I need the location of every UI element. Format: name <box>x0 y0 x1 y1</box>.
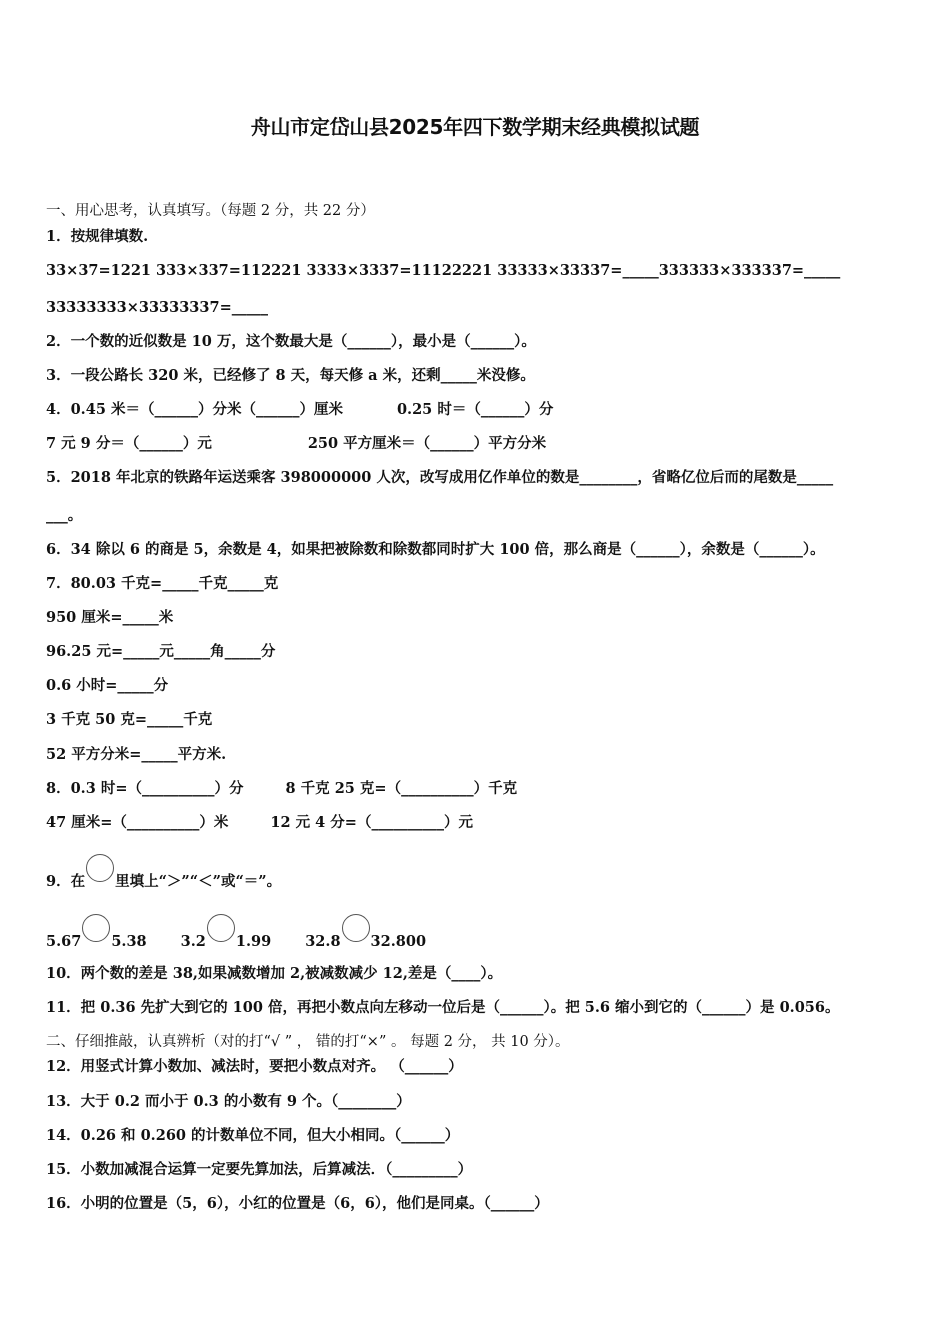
question-15: 15．小数加减混合运算一定要先算加法，后算减法．（_________） <box>46 1161 473 1178</box>
section-heading-2: 二、仔细推敲，认真辨析（对的打“√ ” ， 错的打“×” 。 每题 2 分， 共 10 分）。 <box>46 1034 570 1050</box>
question-8-part-d: 12 元 4 分=（__________）元 <box>270 814 473 831</box>
question-8-row-1 <box>46 779 517 799</box>
question-1-stem: 1．按规律填数. <box>46 228 149 245</box>
question-9-prefix: 9．在 <box>46 873 86 890</box>
answer-circle-icon[interactable] <box>82 914 110 942</box>
question-7-c: 96.25 元=_____元_____角_____分 <box>46 643 276 660</box>
comparison-left: 3.2 <box>180 933 206 950</box>
question-4-part-c: 7 元 9 分＝（______）元 <box>46 435 212 452</box>
question-7-f: 52 平方分米=_____平方米. <box>46 746 227 763</box>
comparison-item <box>305 914 426 952</box>
question-12: 12．用竖式计算小数加、减法时，要把小数点对齐。 （______） <box>46 1058 463 1075</box>
question-3: 3．一段公路长 320 米，已经修了 8 天，每天修 a 米，还剩_____米没修。 <box>46 367 535 384</box>
question-4-part-d: 250 平方厘米＝（______）平方分米 <box>307 435 547 452</box>
question-7-b: 950 厘米=_____米 <box>46 609 174 626</box>
question-14: 14．0.26 和 0.260 的计数单位不同，但大小相同。（______） <box>46 1127 460 1144</box>
question-7-e: 3 千克 50 克=_____千克 <box>46 711 213 728</box>
comparison-right: 1.99 <box>235 933 272 950</box>
question-9-suffix: 里填上“＞”“＜”或“＝”。 <box>115 873 282 890</box>
question-9-comparisons <box>46 914 460 952</box>
comparison-left: 32.8 <box>305 933 341 950</box>
comparison-item <box>46 914 147 952</box>
question-9-stem <box>46 854 281 892</box>
question-16: 16．小明的位置是（5，6），小红的位置是（6，6），他们是同桌。（______） <box>46 1195 549 1212</box>
question-2: 2．一个数的近似数是 10 万，这个数最大是（______），最小是（______）。 <box>46 333 536 350</box>
question-8-row-2 <box>46 813 473 833</box>
answer-circle-icon <box>86 854 114 882</box>
question-8-part-a: 8．0.3 时=（__________）分 <box>46 780 244 797</box>
question-4-part-b: 0.25 时＝（______）分 <box>396 401 554 418</box>
question-7-a: 7．80.03 千克=_____千克_____克 <box>46 575 279 592</box>
question-1-line-2: 33333333×33333337=_____ <box>46 299 268 316</box>
question-13: 13．大于 0.2 而小于 0.3 的小数有 9 个。（________） <box>46 1093 411 1110</box>
question-4-row-1 <box>46 400 553 420</box>
question-8-part-c: 47 厘米=（__________）米 <box>46 814 229 831</box>
question-5-line-1: 5．2018 年北京的铁路年运送乘客 398000000 人次，改写成用亿作单位的数是________，省略亿位后而的尾数是_____ <box>46 469 834 486</box>
question-4-row-2 <box>46 434 546 454</box>
question-7-d: 0.6 小时=_____分 <box>46 677 169 694</box>
question-4-part-a: 4．0.45 米＝（______）分米（______）厘米 <box>46 401 343 418</box>
comparison-right: 5.38 <box>111 933 147 950</box>
section-heading-1: 一、用心思考，认真填写。（每题 2 分，共 22 分） <box>46 203 375 219</box>
answer-circle-icon[interactable] <box>207 914 235 942</box>
question-11: 11．把 0.36 先扩大到它的 100 倍，再把小数点向左移动一位后是（______）。把 5.6 缩小到它的（______）是 0.056。 <box>46 999 840 1016</box>
question-5-line-2: ___。 <box>46 507 83 524</box>
question-8-part-b: 8 千克 25 克=（__________）千克 <box>285 780 518 797</box>
question-6: 6．34 除以 6 的商是 5，余数是 4，如果把被除数和除数都同时扩大 100 倍，那么商是（______），余数是（______）。 <box>46 541 825 558</box>
answer-circle-icon[interactable] <box>342 914 370 942</box>
page-title: 舟山市定岱山县2025年四下数学期末经典模拟试题 <box>250 115 700 139</box>
comparison-right: 32.800 <box>370 933 427 950</box>
question-1-line-1: 33×37=1221 333×337=112221 3333×3337=11122221 33333×33337=_____333333×333337=_____ <box>46 262 841 279</box>
comparison-left: 5.67 <box>46 933 82 950</box>
comparison-item <box>181 914 272 952</box>
question-10: 10．两个数的差是 38,如果减数增加 2,被减数减少 12,差是（____）。 <box>46 965 503 982</box>
